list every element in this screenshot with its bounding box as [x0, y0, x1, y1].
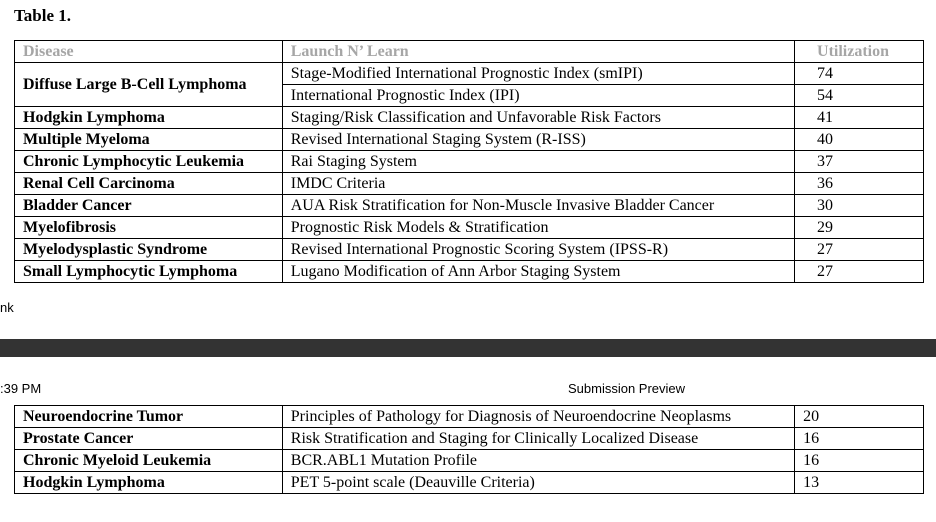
launch-cell: Staging/Risk Classification and Unfavorable Risk Factors: [282, 107, 794, 129]
launch-cell: Risk Stratification and Staging for Clinically Localized Disease: [282, 428, 794, 450]
utilization-cell: 29: [795, 217, 924, 239]
table-row: [15, 151, 924, 173]
utilization-cell: 16: [795, 428, 924, 450]
launch-cell: PET 5-point scale (Deauville Criteria): [282, 472, 794, 494]
utilization-cell: 13: [795, 472, 924, 494]
table-row: [15, 129, 924, 151]
utilization-cell: 16: [795, 450, 924, 472]
utilization-cell: 54: [795, 85, 924, 107]
launch-cell: IMDC Criteria: [282, 173, 794, 195]
utilization-cell: 20: [795, 406, 924, 428]
utilization-cell: 37: [795, 151, 924, 173]
table-row: [15, 261, 924, 283]
header-disease: Disease: [15, 41, 283, 63]
table-row: [15, 406, 924, 428]
utilization-cell: 40: [795, 129, 924, 151]
launch-cell: AUA Risk Stratification for Non-Muscle Invasive Bladder Cancer: [282, 195, 794, 217]
utilization-cell: 36: [795, 173, 924, 195]
header-launch: Launch N’ Learn: [282, 41, 794, 63]
table-header-row: [15, 41, 924, 63]
disease-cell: Bladder Cancer: [15, 195, 283, 217]
disease-cell: Small Lymphocytic Lymphoma: [15, 261, 283, 283]
table-row: [15, 450, 924, 472]
disease-cell: Neuroendocrine Tumor: [15, 406, 283, 428]
launch-cell: BCR.ABL1 Mutation Profile: [282, 450, 794, 472]
launch-cell: International Prognostic Index (IPI): [282, 85, 794, 107]
table-row: [15, 239, 924, 261]
table-row: [15, 217, 924, 239]
utilization-cell: 41: [795, 107, 924, 129]
disease-cell: Chronic Lymphocytic Leukemia: [15, 151, 283, 173]
clipped-margin-text: nk: [0, 300, 14, 315]
disease-cell: Renal Cell Carcinoma: [15, 173, 283, 195]
print-time: :39 PM: [0, 381, 42, 396]
table-row: [15, 173, 924, 195]
table-row: [15, 428, 924, 450]
table-row: [15, 472, 924, 494]
launch-cell: Lugano Modification of Ann Arbor Staging System: [282, 261, 794, 283]
disease-cell: Diffuse Large B-Cell Lymphoma: [15, 63, 283, 107]
launch-cell: Principles of Pathology for Diagnosis of Neuroendocrine Neoplasms: [282, 406, 794, 428]
table-row: [15, 195, 924, 217]
utilization-cell: 27: [795, 261, 924, 283]
launch-cell: Revised International Staging System (R-ISS): [282, 129, 794, 151]
utilization-table: [14, 40, 924, 283]
launch-cell: Prognostic Risk Models & Stratification: [282, 217, 794, 239]
utilization-table-continued: [14, 405, 924, 494]
utilization-cell: 74: [795, 63, 924, 85]
disease-cell: Myelofibrosis: [15, 217, 283, 239]
table-title: Table 1.: [14, 6, 72, 25]
disease-cell: Multiple Myeloma: [15, 129, 283, 151]
disease-cell: Myelodysplastic Syndrome: [15, 239, 283, 261]
launch-cell: Rai Staging System: [282, 151, 794, 173]
utilization-cell: 27: [795, 239, 924, 261]
page-break-band: [0, 339, 936, 357]
launch-cell: Stage-Modified International Prognostic Index (smIPI): [282, 63, 794, 85]
disease-cell: Prostate Cancer: [15, 428, 283, 450]
disease-cell: Hodgkin Lymphoma: [15, 472, 283, 494]
utilization-cell: 30: [795, 195, 924, 217]
launch-cell: Revised International Prognostic Scoring System (IPSS-R): [282, 239, 794, 261]
header-utilization: Utilization: [795, 41, 924, 63]
submission-preview-label: Submission Preview: [568, 381, 686, 396]
table-row: [15, 107, 924, 129]
table-row: [15, 63, 924, 85]
disease-cell: Chronic Myeloid Leukemia: [15, 450, 283, 472]
disease-cell: Hodgkin Lymphoma: [15, 107, 283, 129]
